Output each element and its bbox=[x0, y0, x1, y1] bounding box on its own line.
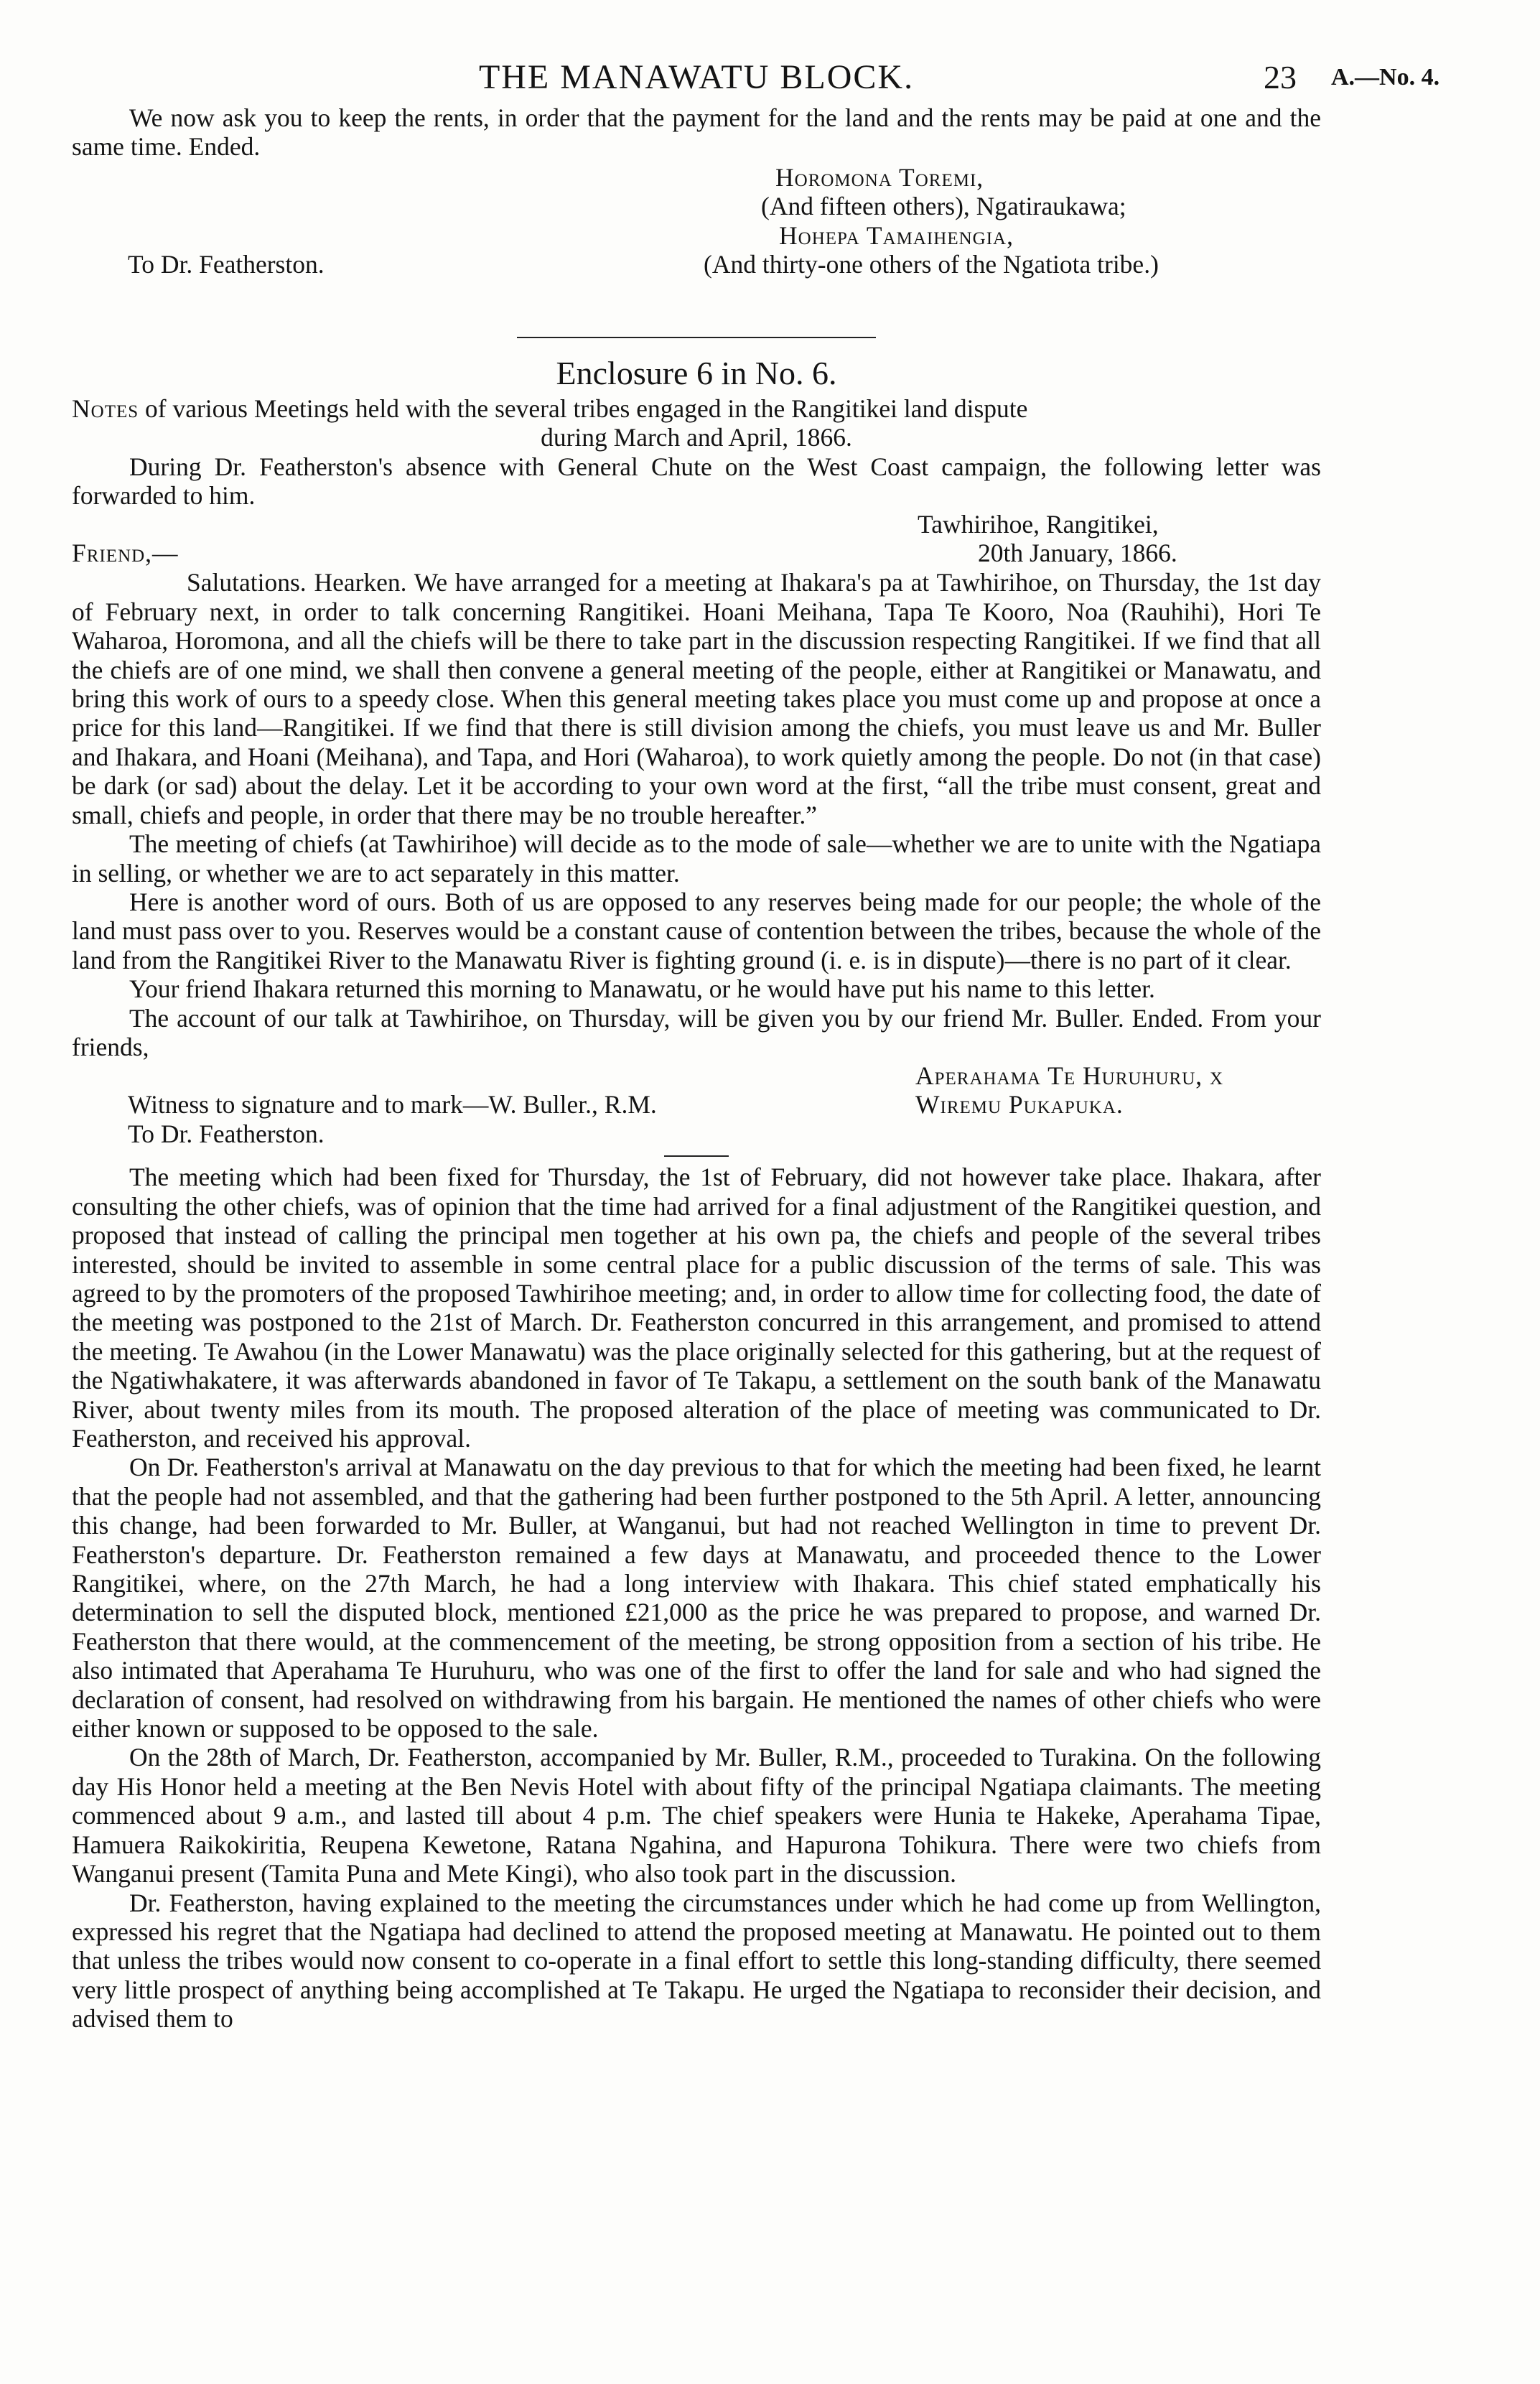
opening-signatory-2-note: (And thirty-one others of the Ngatiota tribe.) bbox=[704, 249, 1159, 279]
letter-paragraph-5: The account of our talk at Tawhirihoe, on Thursday, will be given you by our friend Mr. Buller. Ended. From your friends, bbox=[72, 1003, 1321, 1061]
letter-place: Tawhirihoe, Rangitikei, bbox=[918, 510, 1159, 539]
enclosure-intro: During Dr. Featherston's absence with General Chute on the West Coast campaign, the following letter was forwarded to him. bbox=[72, 452, 1321, 511]
notes-line-2: during March and April, 1866. bbox=[541, 423, 852, 452]
letter-signatory-1: Aperahama Te Huruhuru, x bbox=[915, 1061, 1224, 1091]
narrative-paragraph-3: On the 28th of March, Dr. Featherston, accompanied by Mr. Buller, R.M., proceeded to Turakina. On the following day His Honor held a meeting at the Ben Nevis Hotel with about fifty of the principal Ngatiapa claimants. The meeting commenced about 9 a.m., and lasted till about 4 p.m. The chief speakers were Hunia te Hakeke, Aperahama Tipae, Hamuera Raikokiritia, Reupena Kewetone, Ratana Ngahina, and Hapurona Tohikura. There were two chiefs from Wanganui present (Tamita Puna and Mete Kingi), who also took part in the discussion. bbox=[72, 1743, 1321, 1889]
letter-paragraph-1: Salutations. Hearken. We have arranged for a meeting at Ihakara's pa at Tawhirihoe, on Thursday, the 1st day of February next, in order to talk concerning Rangitikei. Hoani Meihana, Tapa Te Kooro, Noa (Rauhihi), Hori Te Waharoa, Horomona, and all the chiefs will be there to take part in the discussion respecting Rangitikei. If we find that all the chiefs are of one mind, we shall then convene a general meeting of the people, either at Rangitikei or Manawatu, and bring this work of ours to a speedy close. When this general meeting takes place you must come up and propose at once a price for this land—Rangitikei. If we find that there is still division among the chiefs, you must leave us and Mr. Buller and Ihakara, and Hoani (Meihana), and Tapa, and Hori (Waharoa), to work quietly among the people. Do not (in that case) be dark (or sad) about the delay. Let it be according to your own word at the first, “all the tribe must consent, great and small, chiefs and people, in order that there may be no trouble hereafter.” bbox=[72, 568, 1321, 829]
short-divider bbox=[664, 1155, 729, 1157]
notes-label: Notes bbox=[72, 394, 139, 423]
letter-paragraph-3: Here is another word of ours. Both of us are opposed to any reserves being made for our people; the whole of the land must pass over to you. Reserves would be a constant cause of contention between the tribes, because the whole of the land from the Rangitikei River to the Manawatu River is fighting ground (i. e. is in dispute)—there is no part of it clear. bbox=[72, 887, 1321, 974]
letter-date: 20th January, 1866. bbox=[978, 539, 1177, 568]
enclosure-title: Enclosure 6 in No. 6. bbox=[556, 354, 837, 391]
letter-addressee: To Dr. Featherston. bbox=[128, 1119, 325, 1149]
opening-addressee: To Dr. Featherston. bbox=[128, 249, 325, 279]
page-number: 23 bbox=[1264, 59, 1297, 96]
document-page bbox=[72, 29, 1440, 2034]
letter-signatory-2: Wiremu Pukapuka. bbox=[915, 1090, 1124, 1119]
narrative-paragraph-2: On Dr. Featherston's arrival at Manawatu on the day previous to that for which the meeting had been fixed, he learnt that the people had not assembled, and that the gathering had been further postponed to the 5th April. A letter, announcing this change, had been forwarded to Mr. Buller, at Wanganui, but had not reached Wellington in time to prevent Dr. Featherston's departure. Dr. Featherston remained a few days at Manawatu, and proceeded thence to the Lower Rangitikei, where, on the 27th March, he had a long interview with Ihakara. This chief stated emphatically his determination to sell the disputed block, mentioned £21,000 as the price he was prepared to propose, and warned Dr. Featherston that there would, at the commencement of the meeting, be strong opposition from a section of his tribe. He also intimated that Aperahama Te Huruhuru, who was one of the first to offer the land for sale and who had signed the declaration of consent, had resolved on withdrawing from his bargain. He mentioned the names of other chiefs who were either known or supposed to be opposed to the sale. bbox=[72, 1453, 1321, 1743]
section-divider bbox=[517, 337, 876, 338]
letter-witness: Witness to signature and to mark—W. Buller., R.M. bbox=[128, 1090, 657, 1119]
notes-line-1: of various Meetings held with the several tribes engaged in the Rangitikei land dispute bbox=[145, 394, 1028, 423]
opening-signatory-2: Hohepa Tamaihengia, bbox=[779, 220, 1014, 250]
opening-signatory-1: Horomona Toremi, bbox=[775, 162, 984, 192]
document-reference: A.—No. 4. bbox=[1331, 64, 1440, 90]
letter-heading bbox=[72, 510, 1321, 568]
letter-paragraph-2: The meeting of chiefs (at Tawhirihoe) will decide as to the mode of sale—whether we are to unite with the Ngatiapa in selling, or whether we are to act separately in this matter. bbox=[72, 829, 1321, 888]
page-header bbox=[72, 29, 1440, 96]
narrative-paragraph-1: The meeting which had been fixed for Thursday, the 1st of February, did not however take place. Ihakara, after consulting the other chiefs, was of opinion that the time had arrived for a final adjustment of the Rangitikei question, and proposed that instead of calling the principal men together at his own pa, the chiefs and people of the several tribes interested, should be invited to assemble in some central place for a public discussion of the terms of sale. This was agreed to by the promoters of the proposed Tawhirihoe meeting; and, in order to allow time for collecting food, the date of the meeting was postponed to the 21st of March. Dr. Featherston concurred in this arrangement, and promised to attend the meeting. Te Awahou (in the Lower Manawatu) was the place originally selected for this gathering, but at the request of the Ngatiwhakatere, it was afterwards abandoned in favor of Te Takapu, a settlement on the south bank of the Manawatu River, about twenty miles from its mouth. The proposed alteration of the place of meeting was communicated to Dr. Featherston, and received his approval. bbox=[72, 1163, 1321, 1453]
opening-signatures bbox=[72, 163, 1321, 308]
enclosure-notes bbox=[72, 394, 1321, 452]
letter-salutation: Friend,— bbox=[72, 539, 179, 568]
page-title: THE MANAWATU BLOCK. bbox=[478, 58, 915, 96]
narrative-paragraph-4: Dr. Featherston, having explained to the meeting the circumstances under which he had come up from Wellington, expressed his regret that the Ngatiapa had declined to attend the proposed meeting at Manawatu. He pointed out to them that unless the tribes would now consent to co-operate in a final effort to settle this long-standing difficulty, there seemed very little prospect of anything being accomplished at Te Takapu. He urged the Ngatiapa to reconsider their decision, and advised them to bbox=[72, 1888, 1321, 2034]
letter-signatures bbox=[72, 1061, 1321, 1148]
opening-paragraph: We now ask you to keep the rents, in order that the payment for the land and the rents may be paid at one and the same time. Ended. bbox=[72, 103, 1321, 162]
letter-paragraph-4: Your friend Ihakara returned this morning to Manawatu, or he would have put his name to this letter. bbox=[129, 974, 1155, 1004]
opening-signatory-1-note: (And fifteen others), Ngatiraukawa; bbox=[761, 191, 1126, 220]
